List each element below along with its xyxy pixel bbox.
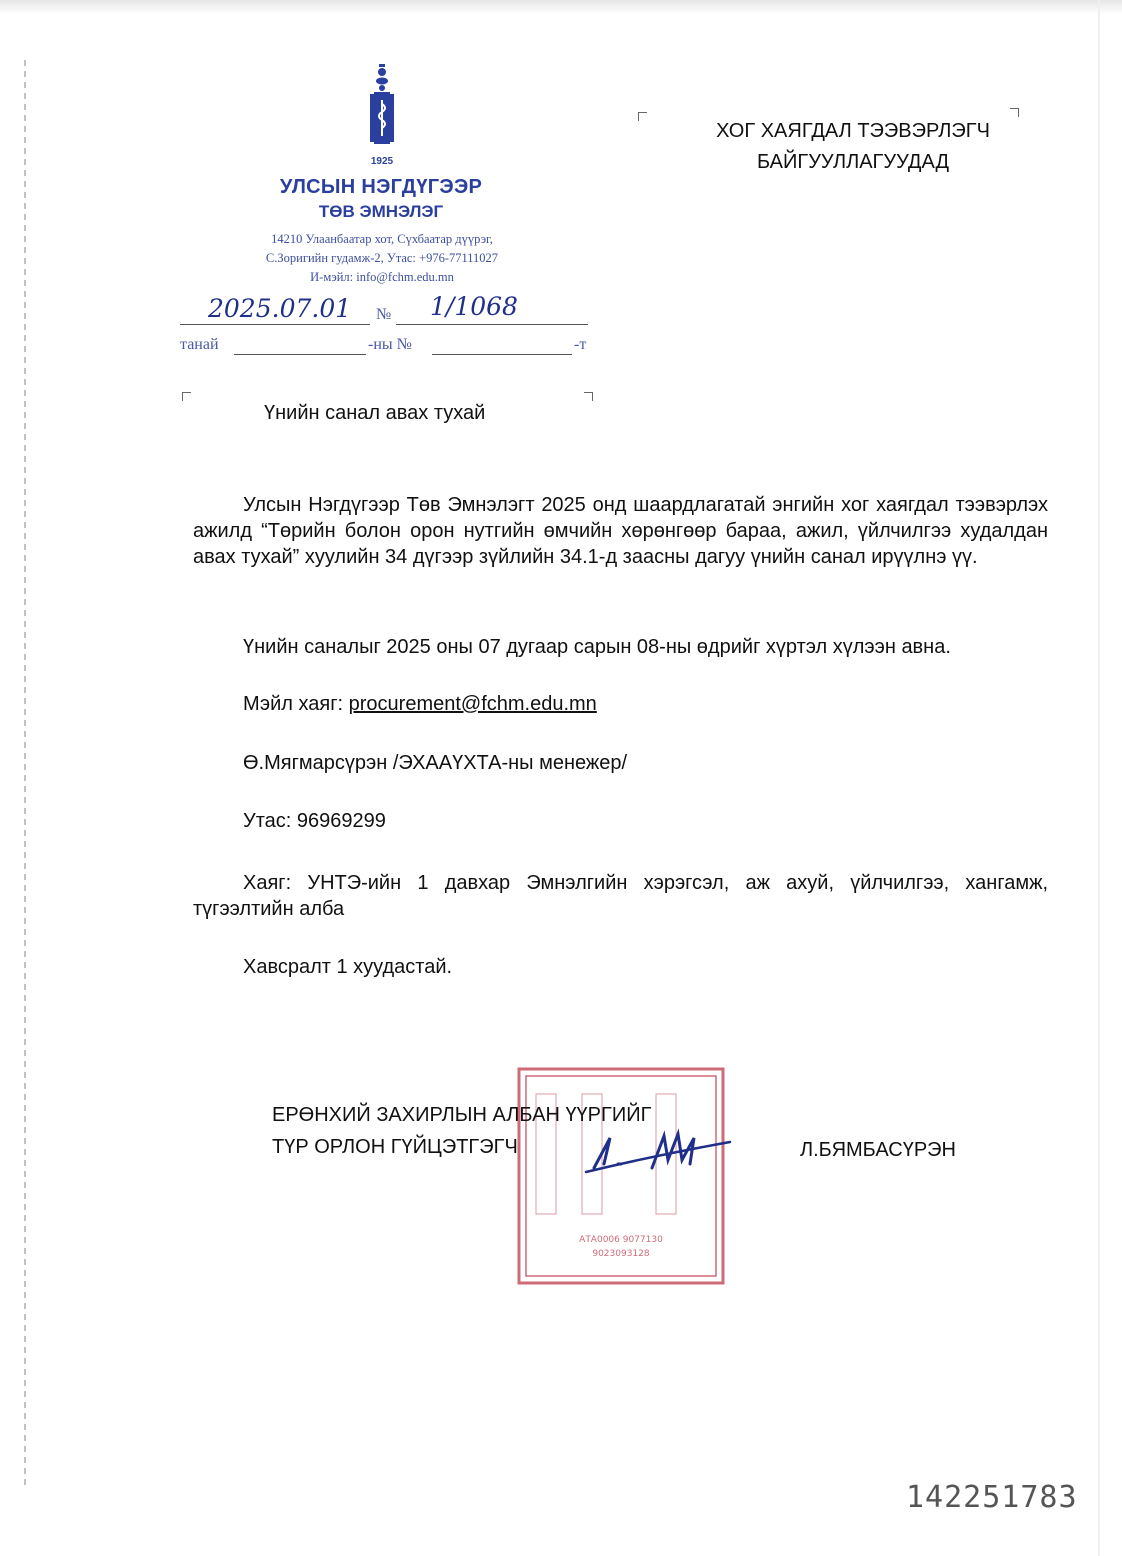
mail-address-link[interactable]: procurement@fchm.edu.mn <box>348 693 597 715</box>
subject-corner-left <box>182 392 191 401</box>
signatory-title-line2: ТҮР ОРЛОН ГҮЙЦЭТГЭГЧ <box>272 1136 518 1158</box>
yours-number-underline <box>432 354 572 355</box>
date-underline <box>180 324 370 325</box>
emblem-year: 1925 <box>370 156 394 167</box>
handwritten-signature-icon <box>582 1120 732 1180</box>
address-line3: И-мэйл: info@fchm.edu.mn <box>310 270 454 284</box>
body-paragraph-main: Улсын Нэгдүгээр Төв Эмнэлэгт 2025 онд шаардлагатай энгийн хог хаягдал тээвэрлэх ажилд “Төрийн болон орон нутгийн өмчийн хөрөнгөөр бараа, ажил, үйлчилгээ худалдан авах тухай” хуулийн 34 дүгээр зүйлийн 34.1-д заасны дагуу үнийн санал ирүүлнэ үү. <box>193 494 1048 568</box>
attachment-note: Хавсралт 1 хуудастай. <box>243 956 453 978</box>
scan-left-edge <box>24 60 26 1490</box>
signatory-title-line1: ЕРӨНХИЙ ЗАХИРЛЫН АЛБАН ҮҮРГИЙГ <box>272 1104 652 1126</box>
hospital-emblem-icon <box>362 64 402 168</box>
phone-line: Утас: 96969299 <box>243 810 386 832</box>
stamp-code2: 9023093128 <box>592 1249 650 1259</box>
org-address <box>210 230 554 287</box>
handwritten-date: 2025.07.01 <box>208 294 352 323</box>
ny-label: -ны № <box>368 336 412 353</box>
recipient-line2: БАЙГУУЛЛАГУУДАД <box>756 151 949 173</box>
stamp-code1: АТА0006 9077130 <box>579 1235 663 1245</box>
org-name-line2: ТӨВ ЭМНЭЛЭГ <box>318 202 444 221</box>
recipient-line1: ХОГ ХАЯГДАЛ ТЭЭВЭРЛЭГЧ <box>716 120 990 142</box>
subject-title: Үнийн санал авах тухай <box>264 402 486 424</box>
mail-label: Мэйл хаяг: <box>243 693 349 715</box>
yours-date-underline <box>234 354 366 355</box>
recipient-block <box>688 116 1018 178</box>
number-underline <box>396 324 588 325</box>
deadline-text: Үнийн саналыг 2025 оны 07 дугаар сарын 08-ны өдрийг хүртэл хүлээн авна. <box>243 636 951 658</box>
number-label: № <box>376 306 392 323</box>
mail-line <box>243 693 597 716</box>
address-line1: 14210 Улаанбаатар хот, Сүхбаатар дүүрэг, <box>271 232 493 246</box>
recipient-corner-left <box>638 112 647 121</box>
signatory-name: Л.БЯМБАСҮРЭН <box>800 1139 956 1161</box>
address-line2: С.Зоригийн гудамж-2, Утас: +976-77111027 <box>265 251 499 265</box>
document-number: 142251783 <box>906 1480 1078 1515</box>
subject-corner-right <box>584 392 593 401</box>
org-name-line1: УЛСЫН НЭГДҮГЭЭР <box>279 176 483 198</box>
scan-top-edge <box>0 0 1122 14</box>
contact-person: Ө.Мягмарсүрэн /ЭХААҮХТА-ны менежер/ <box>243 752 628 774</box>
t-label: -т <box>574 336 587 353</box>
yours-label: танай <box>180 336 219 353</box>
address-paragraph: Хаяг: УНТЭ-ийн 1 давхар Эмнэлгийн хэрэгсэл, аж ахуй, үйлчилгээ, хангамж, түгээлтийн алба <box>193 872 1048 920</box>
scan-right-edge <box>1098 0 1100 1556</box>
handwritten-number: 1/1068 <box>430 292 518 321</box>
